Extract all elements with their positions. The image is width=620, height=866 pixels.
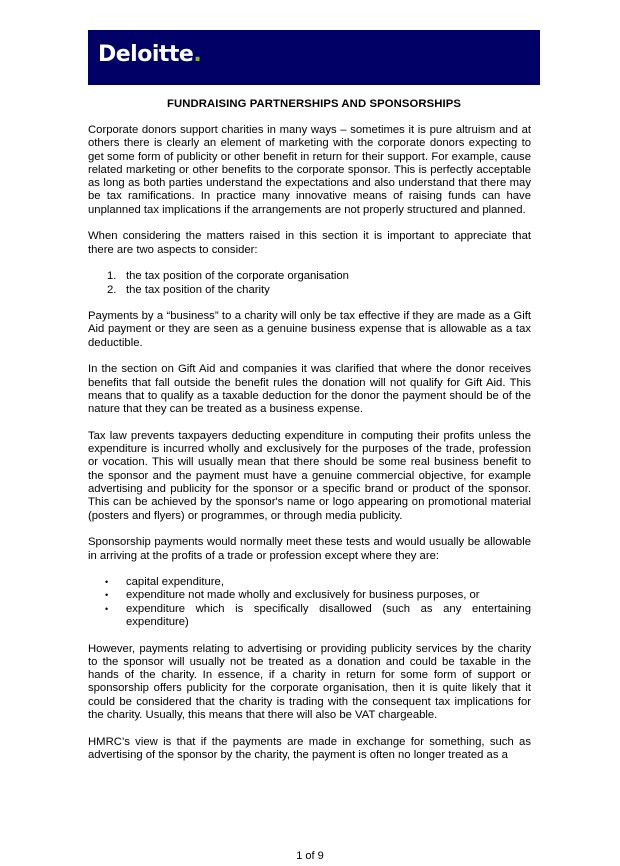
- bullet-icon: •: [105, 603, 109, 614]
- list-number: 1.: [107, 270, 117, 283]
- list-item: [88, 576, 531, 589]
- bullet-icon: •: [105, 590, 109, 601]
- list-item-text: the tax position of the charity: [126, 283, 270, 296]
- logo-dot: .: [193, 42, 202, 67]
- bullet-list: [88, 576, 531, 629]
- paragraph: Sponsorship payments would normally meet these tests and would usually be allowable in arriving at the profits of a trade or profession except where they are:: [88, 536, 531, 562]
- bullet-icon: •: [105, 577, 109, 588]
- list-item: [88, 603, 531, 630]
- paragraph: In the section on Gift Aid and companies it was clarified that where the donor receives benefits that fall outside the benefit rules the donation will not qualify for Gift Aid. This means that to qualify as a taxable deduction for the donor the payment should be of the nature that they can be treated as a business expense.: [88, 363, 531, 416]
- paragraph: Payments by a “business” to a charity will only be tax effective if they are made as a Gift Aid payment or they are seen as a genuine business expense that is allowable as a tax deductible.: [88, 310, 531, 349]
- paragraph: When considering the matters raised in this section it is important to appreciate that there are two aspects to consider:: [88, 230, 531, 256]
- list-item: [88, 589, 531, 602]
- page-indicator: 1 of 9: [296, 850, 324, 862]
- numbered-list: [88, 270, 531, 297]
- deloitte-logo: [98, 42, 201, 67]
- list-item-text: expenditure which is specifically disallowed (such as any entertaining expenditure): [126, 602, 531, 628]
- document-body: [88, 124, 531, 776]
- list-item-text: capital expenditure,: [126, 576, 224, 589]
- paragraph: HMRC’s view is that if the payments are made in exchange for something, such as advertising of the sponsor by the charity, the payment is often no longer treated as a: [88, 735, 531, 761]
- header-banner: [88, 30, 540, 85]
- document-title: FUNDRAISING PARTNERSHIPS AND SPONSORSHIPS: [166, 98, 462, 110]
- paragraph: However, payments relating to advertising or providing publicity services by the charity to the sponsor will usually not be treated as a donation and could be taxable in the hands of the charity. In essence, if a charity in return for some form of support or sponsorship offers publicity for the corporate organisation, then it is quite likely that it could be considered that the charity is trading with the consequent tax implications for the charity. Usually, this means that there will also be VAT chargeable.: [88, 642, 531, 722]
- list-item: [88, 284, 531, 297]
- list-item: [88, 270, 531, 283]
- paragraph: Corporate donors support charities in many ways – sometimes it is pure altruism and at others there is clearly an element of marketing with the corporate donors expecting to get some form of publicity or other benefit in return for their support. For example, cause related marketing or other benefits to the corporate sponsor. This is perfectly acceptable as long as both parties understand the expectations and also understand that there may be tax ramifications. In practice many innovative means of raising funds can have unplanned tax implications if the arrangements are not properly structured and planned.: [88, 124, 531, 216]
- paragraph: Tax law prevents taxpayers deducting expenditure in computing their profits unless the expenditure is incurred wholly and exclusively for the purposes of the trade, profession or vocation. This will usually mean that there should be some real business benefit to the sponsor and the payment must have a genuine commercial objective, for example advertising and publicity for the sponsor or a specific brand or product of the sponsor. This can be achieved by the sponsor's name or logo appearing on promotional material (posters and flyers) or programmes, or through media publicity.: [88, 429, 531, 522]
- list-item-text: expenditure not made wholly and exclusively for business purposes, or: [126, 589, 480, 602]
- list-number: 2.: [107, 283, 117, 296]
- logo-text: Deloitte: [98, 42, 194, 67]
- list-item-text: the tax position of the corporate organisation: [126, 270, 349, 283]
